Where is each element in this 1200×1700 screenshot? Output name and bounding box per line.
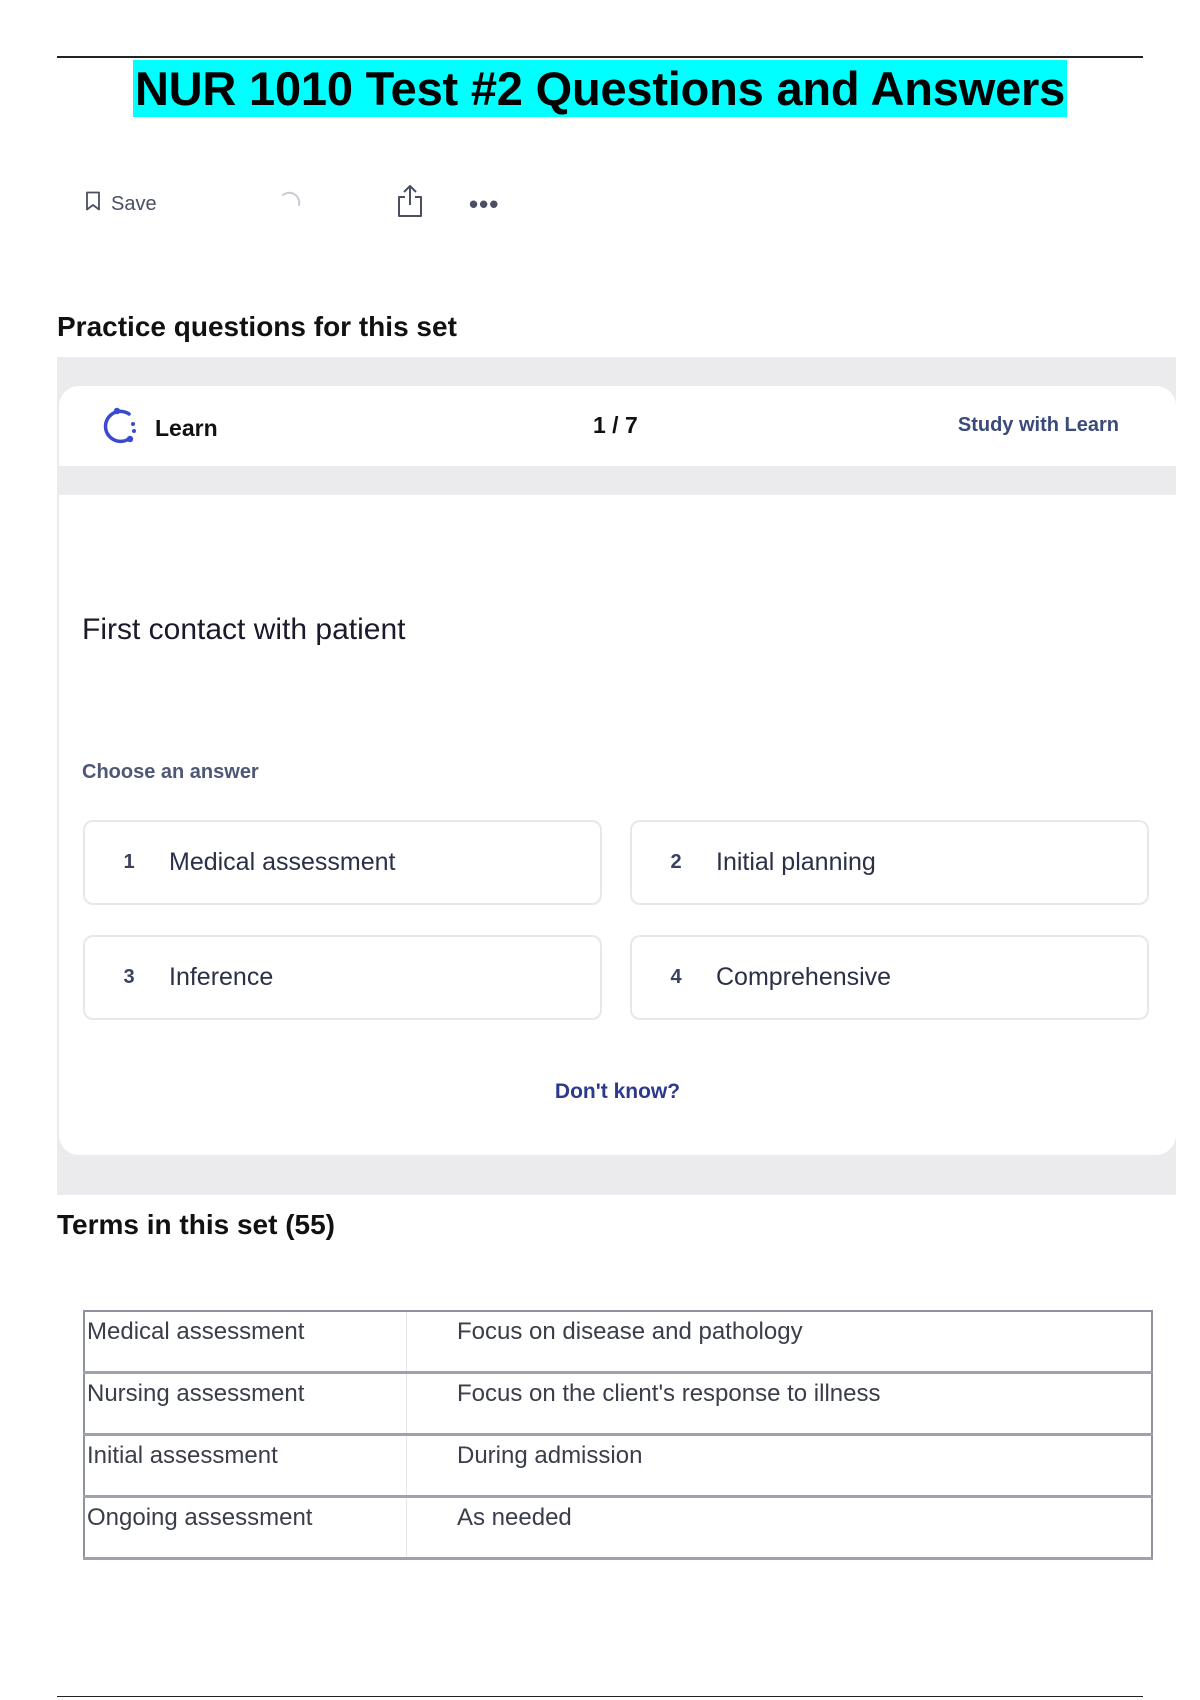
answer-option-2[interactable] bbox=[630, 820, 1149, 905]
title-container bbox=[0, 60, 1200, 117]
terms-table bbox=[83, 1310, 1153, 1560]
table-row bbox=[84, 1373, 1152, 1435]
dont-know-button[interactable]: Don't know? bbox=[554, 1080, 681, 1103]
document-title: NUR 1010 Test #2 Questions and Answers bbox=[134, 62, 1066, 115]
learn-mode[interactable] bbox=[97, 404, 218, 453]
study-with-learn-link[interactable]: Study with Learn bbox=[957, 414, 1119, 436]
save-button[interactable] bbox=[85, 191, 157, 217]
learn-label: Learn bbox=[155, 415, 218, 441]
option-number: 3 bbox=[123, 966, 135, 988]
loading-spinner-icon bbox=[277, 189, 303, 220]
answer-option-4[interactable] bbox=[630, 935, 1149, 1020]
answer-option-1[interactable] bbox=[83, 820, 602, 905]
practice-heading: Practice questions for this set bbox=[57, 311, 457, 342]
question-card bbox=[59, 495, 1176, 1155]
terms-heading: Terms in this set (55) bbox=[57, 1209, 336, 1240]
practice-panel bbox=[57, 357, 1176, 1195]
option-number: 1 bbox=[123, 851, 135, 873]
toolbar bbox=[85, 183, 545, 223]
definition-cell: During admission bbox=[407, 1435, 1153, 1497]
option-text: Inference bbox=[169, 963, 274, 991]
answer-option-3[interactable] bbox=[83, 935, 602, 1020]
term-cell: Medical assessment bbox=[84, 1311, 407, 1373]
option-text: Comprehensive bbox=[716, 963, 892, 991]
share-icon[interactable] bbox=[395, 183, 425, 224]
table-row bbox=[84, 1435, 1152, 1497]
option-number: 4 bbox=[670, 966, 682, 988]
option-text: Initial planning bbox=[716, 848, 876, 876]
question-text: First contact with patient bbox=[82, 613, 406, 646]
option-number: 2 bbox=[670, 851, 682, 873]
bookmark-icon bbox=[85, 191, 101, 217]
more-options-icon[interactable]: ••• bbox=[469, 189, 500, 219]
progress-counter: 1 / 7 bbox=[593, 412, 638, 438]
definition-cell: Focus on the client's response to illness bbox=[407, 1373, 1153, 1435]
choose-answer-label: Choose an answer bbox=[82, 761, 259, 783]
top-rule bbox=[57, 56, 1143, 58]
learn-header bbox=[59, 386, 1176, 466]
definition-cell: Focus on disease and pathology bbox=[407, 1311, 1153, 1373]
table-row bbox=[84, 1311, 1152, 1373]
save-label: Save bbox=[111, 192, 157, 215]
learn-mode-icon bbox=[97, 404, 141, 453]
bottom-rule bbox=[57, 1696, 1143, 1697]
option-text: Medical assessment bbox=[169, 848, 396, 876]
table-row bbox=[84, 1497, 1152, 1559]
definition-cell: As needed bbox=[407, 1497, 1153, 1559]
term-cell: Nursing assessment bbox=[84, 1373, 407, 1435]
term-cell: Initial assessment bbox=[84, 1435, 407, 1497]
term-cell: Ongoing assessment bbox=[84, 1497, 407, 1559]
dont-know-link bbox=[59, 1080, 1176, 1104]
